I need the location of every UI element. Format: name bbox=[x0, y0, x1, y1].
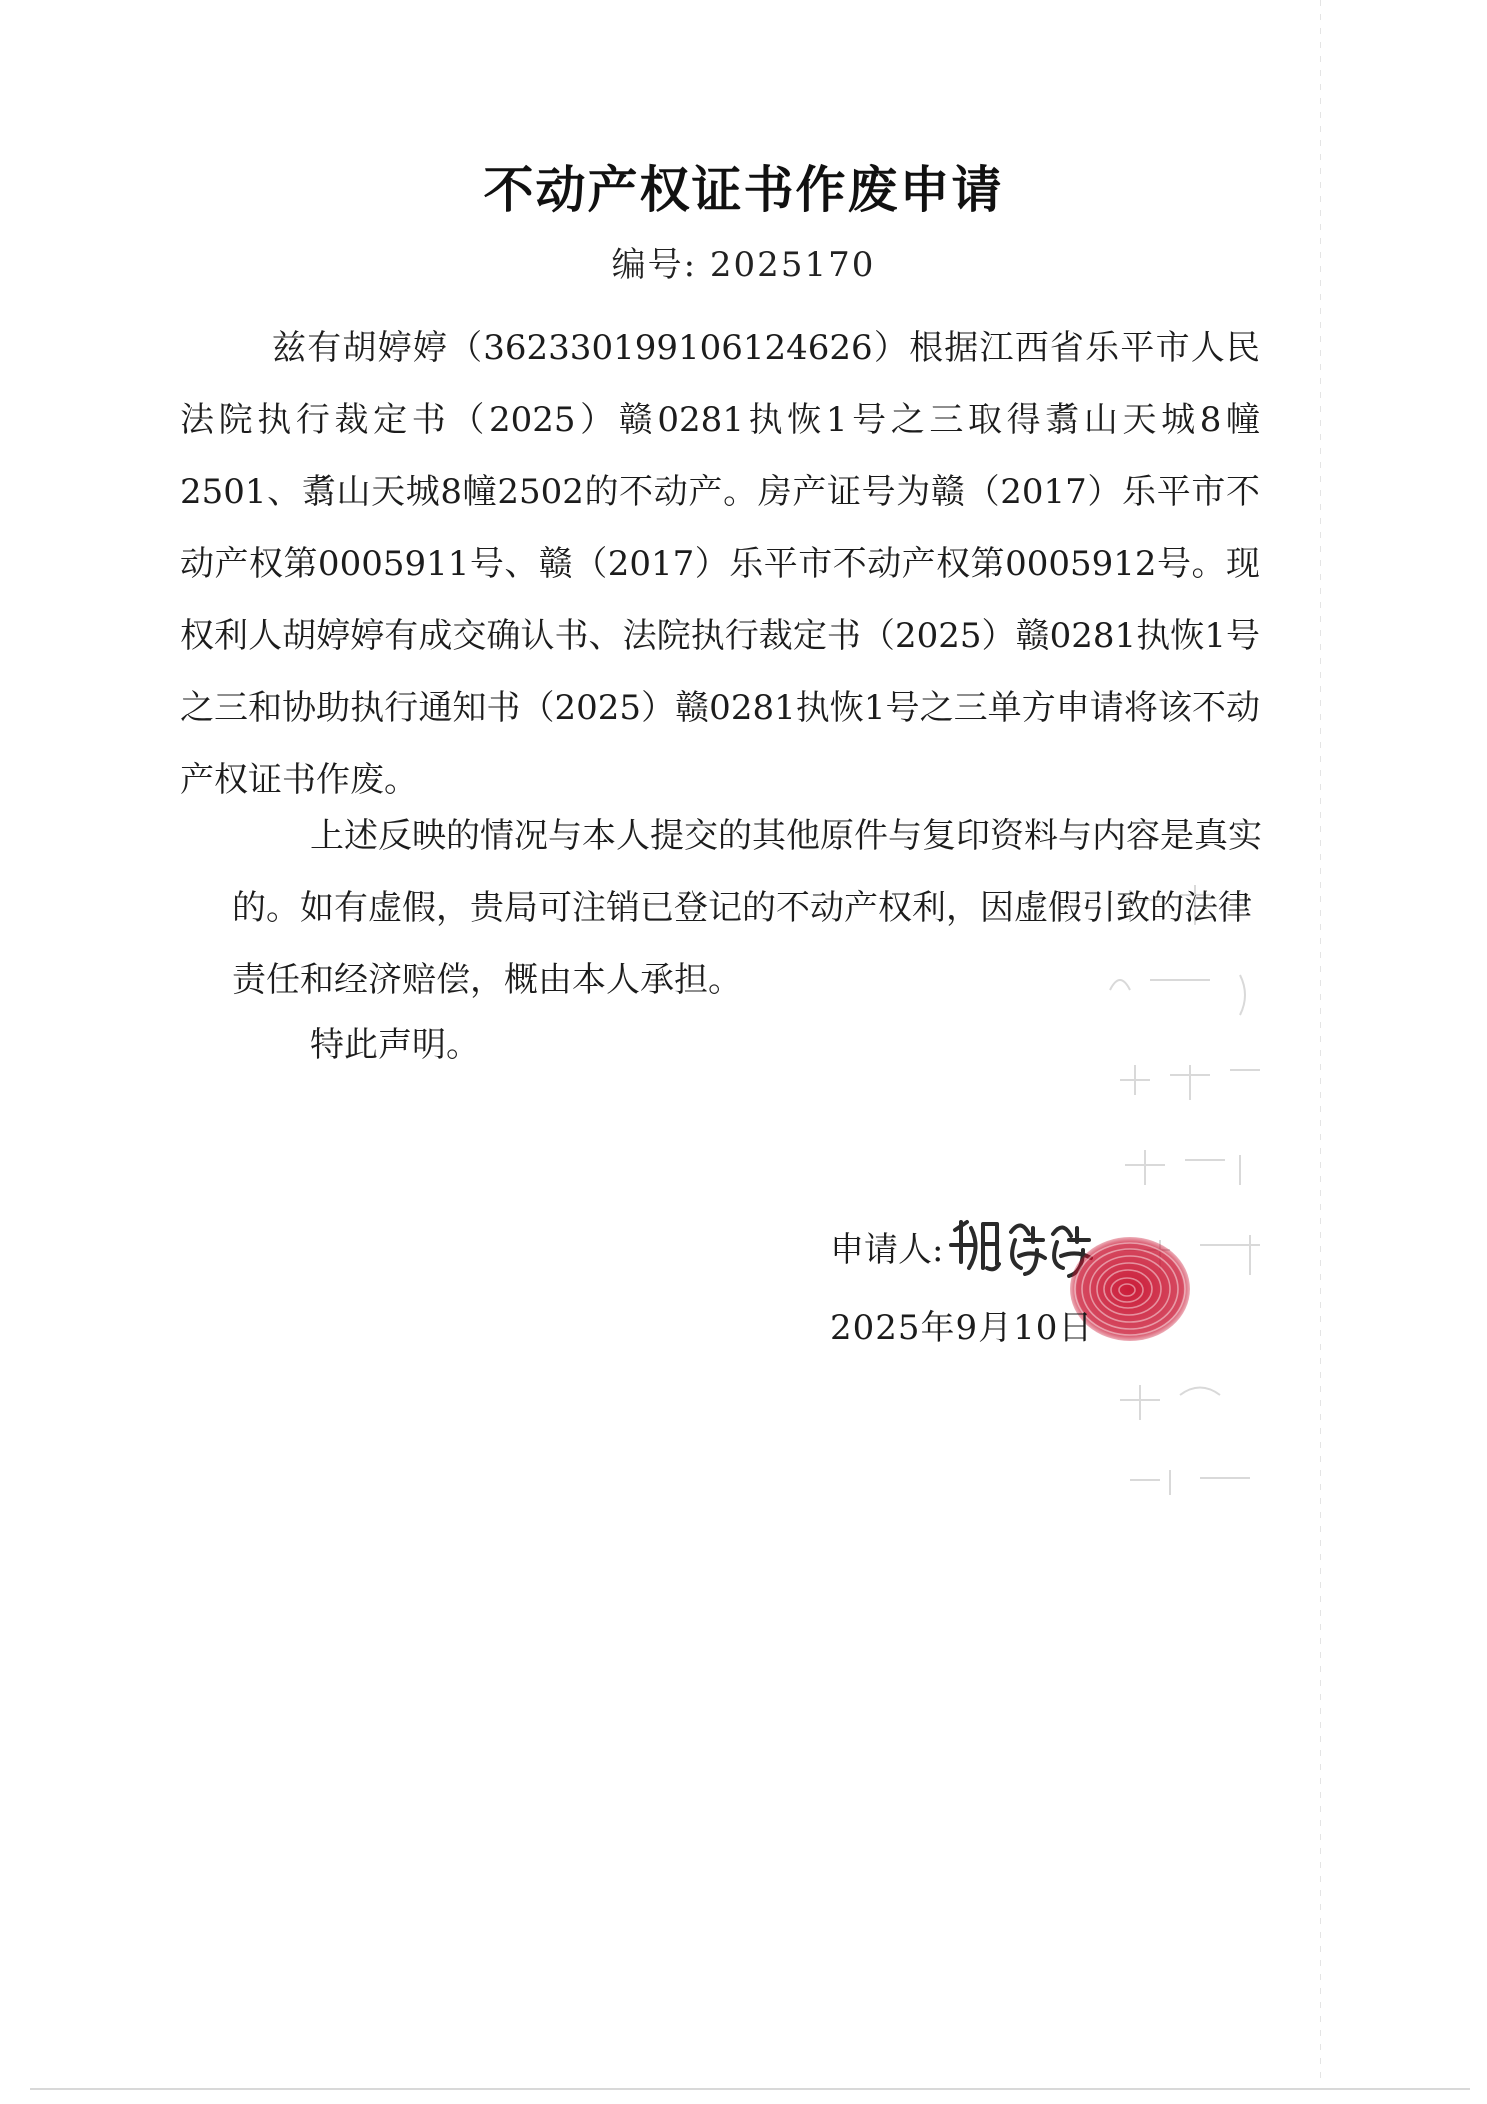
body-paragraph: 兹有胡婷婷（362330199106124626）根据江西省乐平市人民法院执行裁定书（2025）赣0281执恢1号之三取得翥山天城8幢2501、翥山天城8幢2502的不动产。房产证号为赣（2017）乐平市不动产权第0005911号、赣（2017）乐平市不动产权第0005912号。现权利人胡婷婷有成交确认书、法院执行裁定书（2025）赣0281执恢1号之三和协助执行通知书（2025）赣0281执恢1号之三单方申请将该不动产权证书作废。 bbox=[180, 328, 1260, 800]
page-edge-mark bbox=[1320, 0, 1321, 2080]
closing-statement: 特此声明。 bbox=[310, 1025, 480, 1065]
document-title: 不动产权证书作废申请 bbox=[483, 160, 1004, 219]
document-number: 编号: 2025170 bbox=[611, 245, 876, 285]
applicant-label: 申请人: bbox=[830, 1230, 944, 1270]
signing-date: 2025年9月10日 bbox=[830, 1308, 1094, 1348]
scan-bottom-edge bbox=[30, 2088, 1470, 2090]
declaration-paragraph: 上述反映的情况与本人提交的其他原件与复印资料与内容是真实的。如有虚假，贵局可注销已登记的不动产权利，因虚假引致的法律责任和经济赔偿，概由本人承担。 bbox=[232, 816, 1262, 1000]
